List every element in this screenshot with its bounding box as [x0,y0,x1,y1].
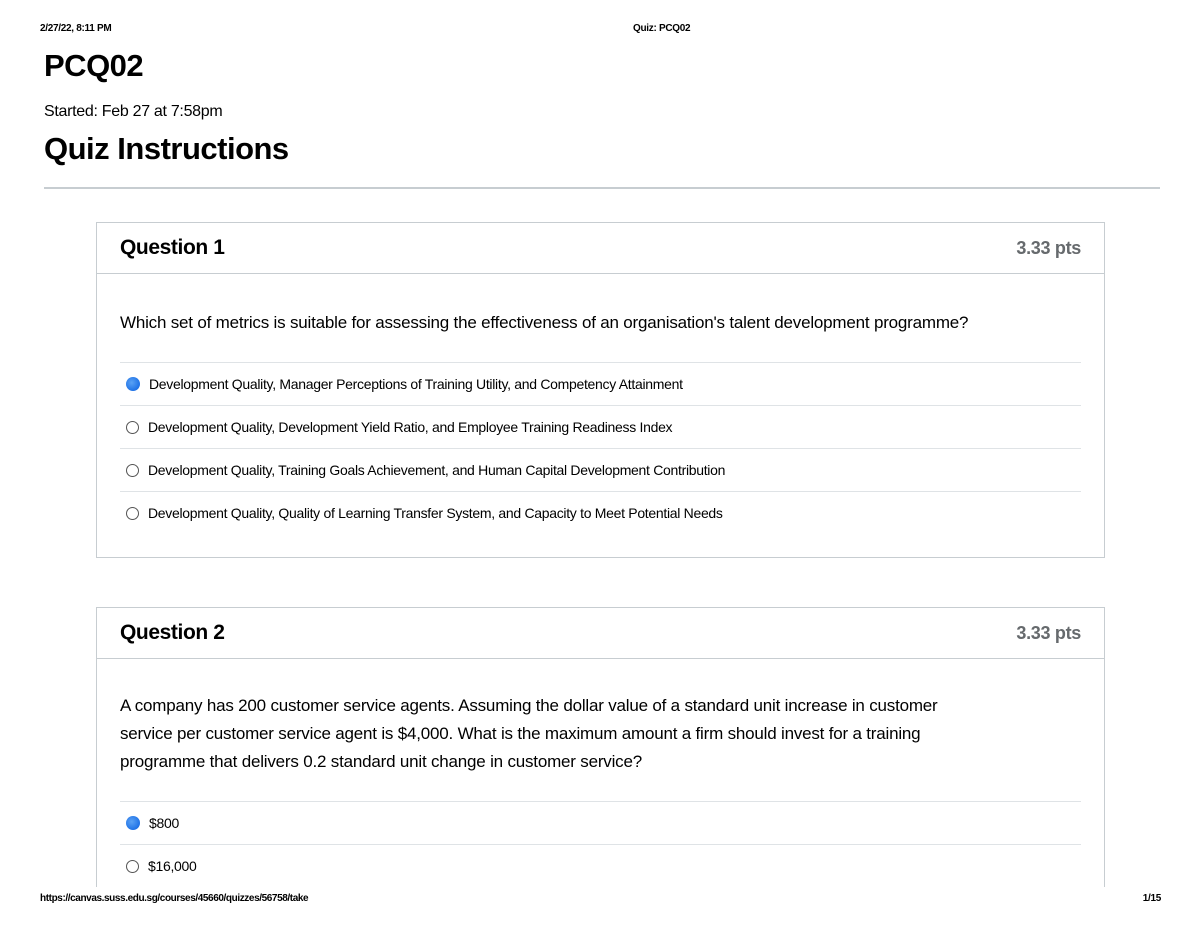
question-text-line: programme that delivers 0.2 standard unit change in customer service? [120,752,642,771]
radio-unselected-icon[interactable] [126,464,139,477]
question-text-line: service per customer service agent is $4,000. What is the maximum amount a firm should invest for a training [120,724,921,743]
question-text [120,692,1081,776]
quiz-started-time: Started: Feb 27 at 7:58pm [44,103,223,120]
answer-label[interactable]: Development Quality, Training Goals Achievement, and Human Capital Development Contribution [148,462,726,478]
answer-option[interactable] [120,448,1081,491]
answer-label[interactable]: Development Quality, Development Yield Ratio, and Employee Training Readiness Index [148,419,673,435]
question-title: Question 1 [120,236,225,259]
question-header [97,608,1104,659]
radio-unselected-icon[interactable] [126,860,139,873]
answer-list [120,801,1081,887]
answer-label[interactable]: Development Quality, Quality of Learning Transfer System, and Capacity to Meet Potential Needs [148,505,723,521]
question-points: 3.33 pts [1016,238,1081,258]
answer-option[interactable] [120,362,1081,405]
answer-option[interactable] [120,801,1081,844]
quiz-instructions-heading: Quiz Instructions [44,131,289,166]
radio-selected-icon[interactable] [126,816,140,830]
radio-unselected-icon[interactable] [126,421,139,434]
answer-option[interactable] [120,844,1081,887]
print-url: https://canvas.suss.edu.sg/courses/45660/quizzes/56758/take [40,893,309,904]
radio-unselected-icon[interactable] [126,507,139,520]
question-text: Which set of metrics is suitable for assessing the effectiveness of an organisation's talent development programme? [120,313,969,332]
print-datetime: 2/27/22, 8:11 PM [40,23,112,34]
question-points: 3.33 pts [1016,623,1081,643]
print-page-number: 1/15 [1142,893,1161,904]
question-2-card [96,607,1105,897]
answer-option[interactable] [120,405,1081,448]
answer-option[interactable] [120,491,1081,534]
radio-selected-icon[interactable] [126,377,140,391]
answer-label[interactable]: $16,000 [148,858,197,874]
print-document-title: Quiz: PCQ02 [633,23,691,34]
page-title: PCQ02 [44,48,144,83]
question-title: Question 2 [120,621,225,644]
answer-list [120,362,1081,534]
question-header [97,223,1104,274]
question-1-card [96,222,1105,558]
answer-label[interactable]: Development Quality, Manager Perceptions of Training Utility, and Competency Attainment [149,376,683,392]
answer-label[interactable]: $800 [149,815,179,831]
header-divider [44,187,1160,189]
question-text-line: A company has 200 customer service agents. Assuming the dollar value of a standard unit increase in customer [120,696,938,715]
